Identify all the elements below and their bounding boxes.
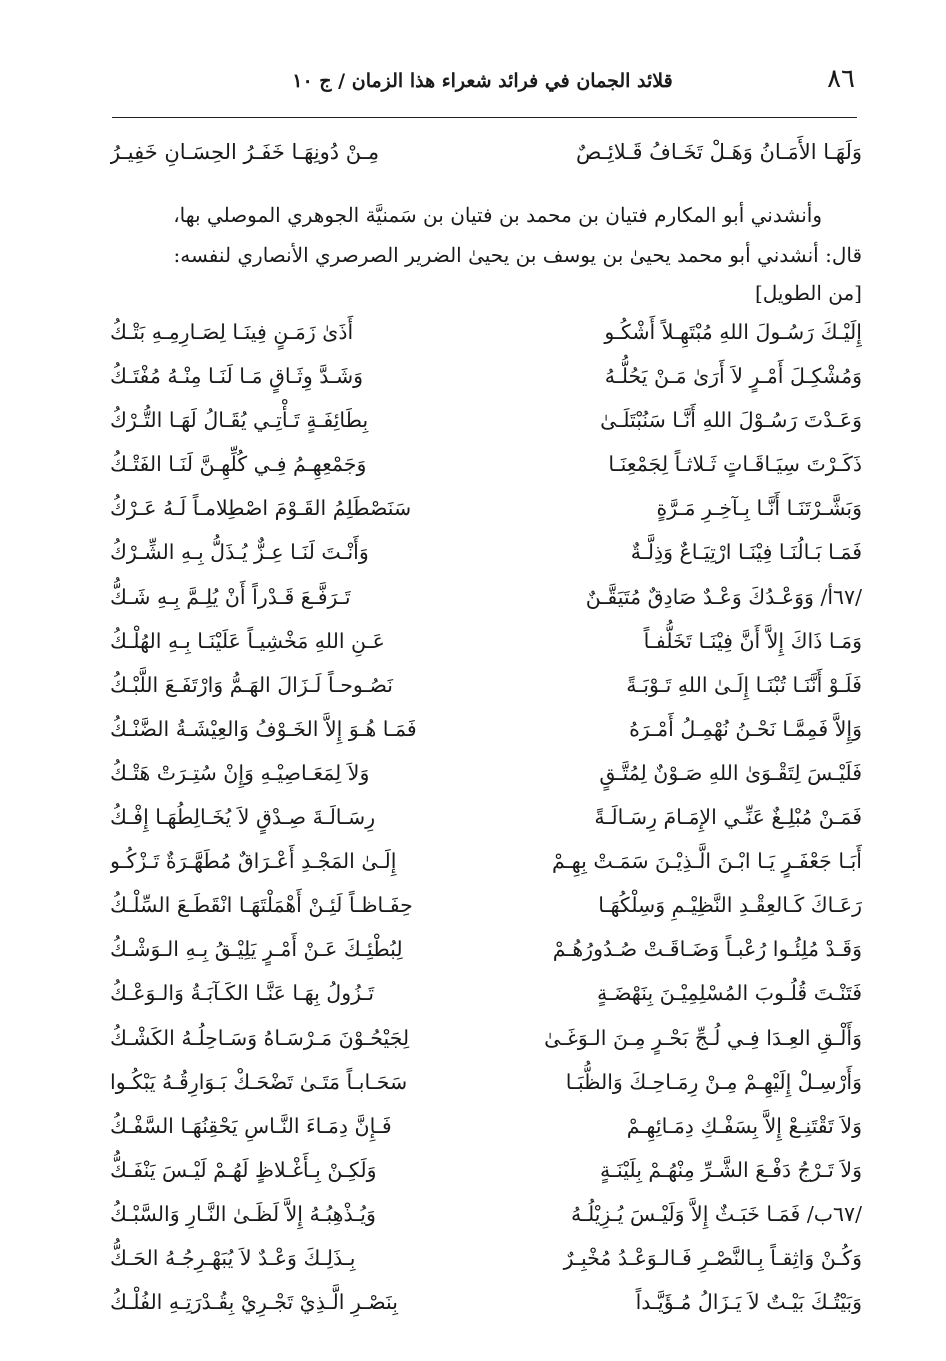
- verse-first-hemistich: وَعَـدْتَ رَسُـوْلَ اللهِ أَنَّـا سَنُبْتَلَـىٰ: [600, 408, 862, 433]
- poem-verse: [110, 486, 862, 530]
- opening-verse: [110, 128, 862, 176]
- verse-second-hemistich: أَذَىٰ زَمَـنٍ فِينَـا لِصَـارِمِـهِ بَتْـكُ: [110, 320, 354, 344]
- verse-second-hemistich: عَـنِ اللهِ مَخْشِيـاً عَلَيْنَـا بِـهِ الهُلْـكُ: [110, 628, 385, 653]
- verse-second-hemistich: حِفَـاظـاً لَئِـنْ أَهْمَلْتَهَـا انْقَطَـعَ السِّلْـكُ: [110, 893, 413, 918]
- verse-second-hemistich: سَنَصْطَلِمُ القَـوْمَ اصْطِلامـاً لَـهُ عَـرْكُ: [110, 496, 412, 521]
- verse-first-hemistich: وَكُـنْ وَاثِقـاً بِـالنَّصْـرِ فَـالـوَعْـدُ مُخْبِـرٌ: [563, 1245, 862, 1270]
- verse-first-hemistich: وَإِلاَّ فَمِمَّـا نَحْـنُ نُهْمِـلُ أَمْـرَهُ: [629, 716, 862, 741]
- verse-first-hemistich: وَقَـدْ مُلِئُـوا رُعْبـاً وَضَـاقَـتْ صُـدُورُهُـمْ: [552, 937, 862, 962]
- verse-second-hemistich: تَـرَفَّـعَ قَـدْراً أَنْ يُلِـمَّ بِـهِ شَـكُّ: [110, 584, 351, 609]
- poem-verse: [110, 707, 862, 751]
- verse-second-hemistich: وَشَـدَّ وِثَـاقٍ مَـا لَنَـا مِنْـهُ مُفْتَـكُ: [110, 364, 364, 389]
- verse-first-hemistich: وَلاَ تَـرْجُ دَفْـعَ الشَّـرِّ مِنْهُـمْ بِلَيْنَـةٍ: [600, 1157, 862, 1182]
- poem-verse: [110, 1236, 862, 1280]
- verse-second-hemistich: وَجَمْعِهِـمُ فِـي كُلِّهِـنَّ لَنَـا الفَتْـكُ: [110, 452, 367, 477]
- verse-second-hemistich: تَـزُولُ بِهَـا عَنَّـا الكَـآبَـةُ وَالـوَعْـكُ: [110, 981, 375, 1006]
- verse-second-hemistich: وَيُـذْهِبُـهُ إِلاَّ لَظَـىٰ النَّـارِ وَالسَّبْـكُ: [110, 1201, 376, 1226]
- verse-second-hemistich: بِطَائِفَـةٍ تَـأْتِـي يُقَـالُ لَهَـا التُّـرْكُ: [110, 408, 369, 433]
- verse-second-hemistich: فَـإِنَّ دِمَـاءَ النَّـاسِ يَحْقِنُهَـا السَّفْـكُ: [110, 1113, 392, 1138]
- verse-first-hemistich: وَأَلْـقِ العِـدَا فِـي لُـجِّ بَحْـرٍ مِـنَ الـوَغَـىٰ: [544, 1025, 862, 1050]
- poem-verse: [110, 530, 862, 574]
- poem-verse: [110, 575, 862, 619]
- verse-first-hemistich: وَأَرْسِـلْ إِلَيْهِـمْ مِـنْ رِمَـاحِـكَ وَالظُّبَـا: [565, 1069, 862, 1094]
- verse-first-hemistich: فَمَـا بَـالُنَـا فِيْنَـا ارْتِيَـاعٌ وَذِلَّـةٌ: [630, 540, 862, 565]
- poem-verse: [110, 1280, 862, 1324]
- prose-line: وأنشدني أبو المكارم فتيان بن محمد بن فتيان بن سَمنيَّة الجوهري الموصلي بها،: [173, 203, 822, 227]
- poem-verse: [110, 1192, 862, 1236]
- verse-first-hemistich: رَعَـاكَ كَـالعِقْـدِ النَّظِيْـمِ وَسِلْكُهَـا: [598, 893, 862, 918]
- poem: [110, 310, 862, 1324]
- verse-first-hemistich: فَتَنْـتَ قُلُـوبَ المُسْلِمِيْـنَ بِنَهْضَـةٍ: [597, 981, 862, 1006]
- verse-second-hemistich: فَمَـا هُـوَ إِلاَّ الخَـوْفُ وَالعِيْشَـةُ الضَّنْـكُ: [110, 716, 417, 741]
- poem-verse: [110, 619, 862, 663]
- verse-second-hemistich: بِـذَلِـكَ وَعْـدٌ لاَ يُبَهْـرِجُـهُ الحَـكُّ: [110, 1245, 356, 1270]
- poem-verse: [110, 883, 862, 927]
- verse-second-hemistich: مِـنْ دُونِهَـا خَفَـرُ الحِسَـانِ خَفِيـرُ: [110, 140, 380, 164]
- verse-second-hemistich: لِبُطْئِـكَ عَـنْ أَمْـرٍ يَلِيْـقُ بِـهِ الـوَشْـكُ: [110, 937, 403, 962]
- meter-label: [من الطويل]: [754, 281, 862, 305]
- poem-verse: [110, 1104, 862, 1148]
- verse-second-hemistich: رِسَـالَـةَ صِـدْقٍ لاَ يُخَـالِطُهَـا إِفْـكُ: [110, 805, 376, 830]
- verse-first-hemistich: وَبَيْتُـكَ بَيْـتٌ لاَ يَـزَالُ مُـؤَيَّـداً: [635, 1290, 862, 1315]
- running-title: قلائد الجمان في فرائد شعراء هذا الزمان / ج ١٠: [292, 70, 673, 92]
- poem-verse: [110, 751, 862, 795]
- verse-first-hemistich: فَمَـنْ مُبْلِـغٌ عَنِّـي الإِمَـامَ رِسَـالَـةً: [594, 805, 862, 830]
- verse-second-hemistich: وَلَكِـنْ بِـأَغْـلاظٍ لَهُـمْ لَيْـسَ يَنْفَـكُّ: [110, 1157, 377, 1182]
- verse-second-hemistich: بِنَصْـرِ الَّـذِيْ تَجْـرِيْ بِقُـدْرَتِـهِ الفُلْـكُ: [110, 1290, 398, 1315]
- verse-first-hemistich: وَلاَ تَقْتَنِـعْ إِلاَّ بِسَفْـكِ دِمَـائِهِـمْ: [626, 1113, 862, 1138]
- verse-second-hemistich: لِجَيْحُـوْنَ مَـرْسَـاهُ وَسَـاحِلُـهُ الكَشْـكُ: [110, 1025, 410, 1050]
- poem-verse: [110, 839, 862, 883]
- page-header: [110, 64, 855, 104]
- verse-second-hemistich: وَلاَ لِمَعَـاصِيْـهِ وَإِنْ سُتِـرَتْ هَتْـكُ: [110, 760, 370, 785]
- poem-verse: [110, 398, 862, 442]
- verse-first-hemistich: /٦٧ب/ فَمَـا خَبَـثٌ إِلاَّ وَلَيْـسَ يُـزِيْلُـهُ: [570, 1201, 862, 1226]
- poem-verse: [110, 971, 862, 1015]
- verse-first-hemistich: ذَكَـرْتَ سِيَـاقَـاتٍ ثَـلاثـاً لِجَمْعِنَـا: [608, 452, 862, 477]
- poem-verse: [110, 795, 862, 839]
- poem-verse: [110, 1016, 862, 1060]
- poem-verse: [110, 927, 862, 971]
- verse-second-hemistich: سَحَـابـاً مَتَـىٰ تَضْحَـكْ بَـوَارِقُـهُ يَبْكُـوا: [110, 1069, 408, 1094]
- verse-first-hemistich: أَبَـا جَعْفَـرٍ يَـا ابْـنَ الَّـذِيْـنَ سَمَـتْ بِهِـمْ: [552, 849, 862, 874]
- verse-first-hemistich: وَبَشَّـرْتَنَـا أَنَّـا بِـآخِـرِ مَـرَّةٍ: [656, 496, 862, 521]
- verse-first-hemistich: فَلَيْـسَ لِتَقْـوَىٰ اللهِ صَـوْنٌ لِمُتَّـقٍ: [599, 760, 862, 785]
- verse-second-hemistich: نَصُـوحـاً لَـزَالَ الهَـمُّ وَارْتَفَـعَ اللَّبْـكُ: [110, 672, 393, 697]
- poem-verse: [110, 310, 862, 354]
- verse-first-hemistich: وَلَهَـا الأَمَـانُ وَهَـلْ تَخَـافُ قَـلائِـصٌ: [576, 140, 862, 164]
- poem-verse: [110, 1060, 862, 1104]
- verse-first-hemistich: وَمُشْكِـلَ أَمْـرٍ لاَ أَرَىٰ مَـنْ يَحُلُّـهُ: [604, 364, 862, 389]
- prose-line: قال: أنشدني أبو محمد يحيىٰ بن يوسف بن يحيىٰ الضرير الصرصري الأنصاري لنفسه:: [173, 243, 862, 267]
- verse-second-hemistich: وَأَنْـتَ لَنَـا عِـزٌّ يُـذَلُّ بِـهِ الشِّـرْكُ: [110, 540, 369, 565]
- page-number: ٨٦: [827, 64, 855, 94]
- verse-first-hemistich: /٦٧أ/ وَوَعْـدُكَ وَعْـدٌ صَادِقٌ مُتَيَقَّـنٌ: [585, 584, 862, 609]
- poem-verse: [110, 1148, 862, 1192]
- verse-first-hemistich: فَلَـوْ أَنَّنَـا تُبْنَـا إِلَـىٰ اللهِ تَـوْبَـةً: [626, 672, 862, 697]
- poem-verse: [110, 354, 862, 398]
- verse-first-hemistich: إِلَيْـكَ رَسُـولَ اللهِ مُبْتَهِـلاً أَشْكُـو: [604, 320, 862, 344]
- verse-first-hemistich: وَمَـا ذَاكَ إِلاَّ أَنَّ فِيْنَـا تَخَلُّفـاً: [643, 628, 862, 653]
- poem-verse: [110, 663, 862, 707]
- header-rule: [112, 117, 857, 118]
- verse-second-hemistich: إِلَـىٰ المَجْـدِ أَعْـرَاقٌ مُطَهَّـرَةٌ تَـزْكُـو: [110, 849, 397, 874]
- poem-verse: [110, 442, 862, 486]
